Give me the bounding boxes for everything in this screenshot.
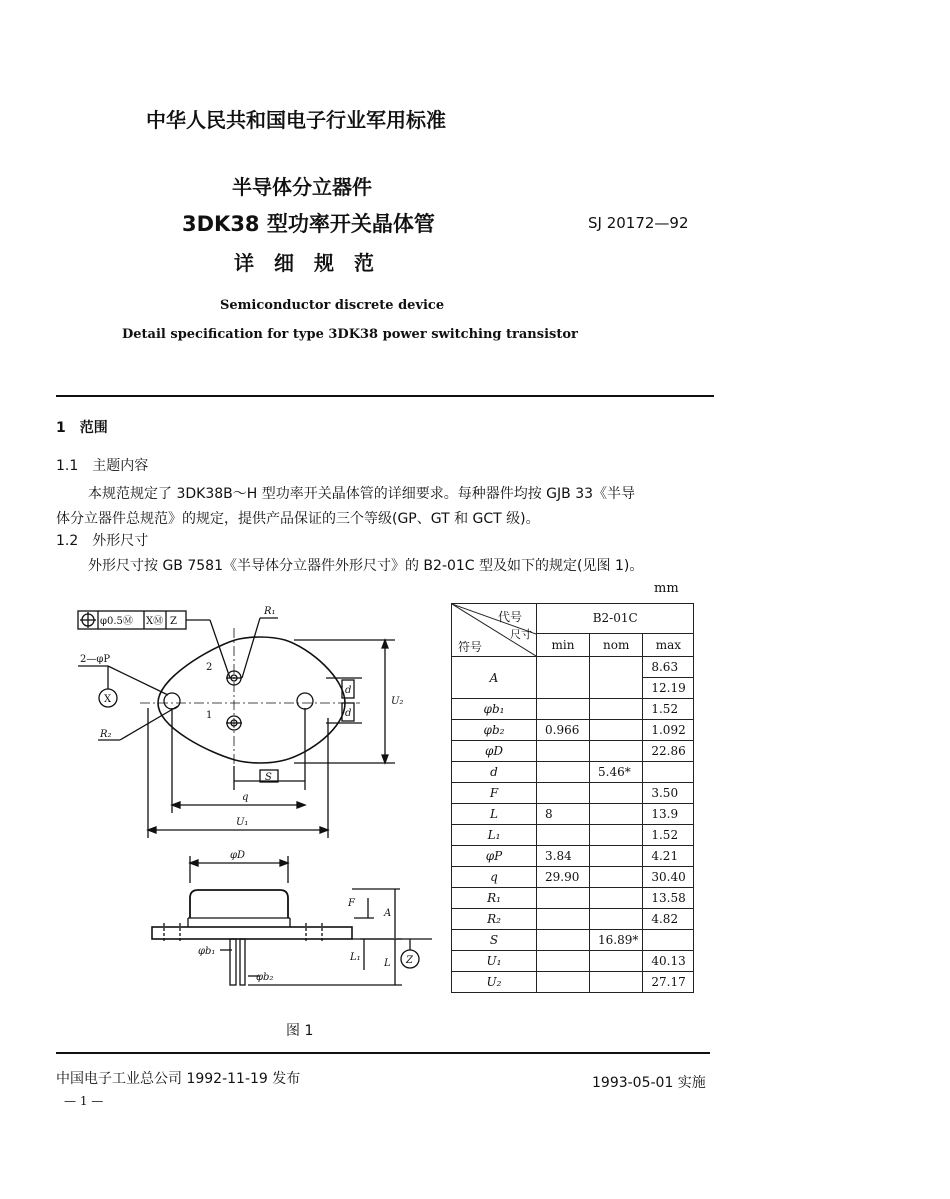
section-1-1-paragraph-line1: 本规范规定了 3DK38B～H 型功率开关晶体管的详细要求。每种器件均按 GJB 33《半导 bbox=[88, 486, 636, 502]
row-symbol: F bbox=[452, 783, 537, 804]
table-row bbox=[452, 657, 694, 678]
row-max: 1.52 bbox=[643, 825, 694, 846]
col-nom-header: nom bbox=[590, 633, 643, 656]
label-u2: U₂ bbox=[391, 696, 404, 707]
label-q: q bbox=[242, 792, 249, 803]
row-max: 1.52 bbox=[643, 699, 694, 720]
label-phi-d: φD bbox=[230, 850, 246, 861]
table-row bbox=[452, 888, 694, 909]
row-min bbox=[537, 909, 590, 930]
row-symbol: q bbox=[452, 867, 537, 888]
section-1-2-paragraph: 外形尺寸按 GB 7581《半导体分立器件外形尺寸》的 B2-01C 型及如下的规定(见图 1)。 bbox=[88, 558, 644, 574]
row-min bbox=[537, 972, 590, 993]
row-max bbox=[643, 930, 694, 951]
row-symbol: φP bbox=[452, 846, 537, 867]
row-min bbox=[537, 951, 590, 972]
row-nom bbox=[590, 804, 643, 825]
row-min bbox=[537, 783, 590, 804]
row-nom bbox=[590, 825, 643, 846]
english-title-line2: Detail specification for type 3DK38 power switching transistor bbox=[122, 327, 578, 342]
row-max: 4.21 bbox=[643, 846, 694, 867]
doc-title-line1: 半导体分立器件 bbox=[232, 175, 372, 199]
row-min bbox=[537, 741, 590, 762]
row-min: 3.84 bbox=[537, 846, 590, 867]
row-max: 30.40 bbox=[643, 867, 694, 888]
row-nom bbox=[590, 741, 643, 762]
label-s: S bbox=[265, 772, 272, 783]
standard-number: SJ 20172—92 bbox=[588, 214, 689, 232]
row-min: 29.90 bbox=[537, 867, 590, 888]
row-min: 8 bbox=[537, 804, 590, 825]
dimension-table bbox=[451, 603, 694, 993]
col-max-header: max bbox=[643, 633, 694, 656]
table-row bbox=[452, 867, 694, 888]
table-row bbox=[452, 951, 694, 972]
table-row bbox=[452, 720, 694, 741]
org-title: 中华人民共和国电子行业军用标准 bbox=[146, 108, 446, 132]
row-nom bbox=[590, 657, 643, 699]
row-symbol: U₂ bbox=[452, 972, 537, 993]
row-max: 1.092 bbox=[643, 720, 694, 741]
tolerance-ref-x: XⓂ bbox=[146, 616, 164, 627]
row-max bbox=[643, 762, 694, 783]
table-row bbox=[452, 699, 694, 720]
page-number: — 1 — bbox=[64, 1094, 104, 1108]
row-max: 3.50 bbox=[643, 783, 694, 804]
table-row bbox=[452, 741, 694, 762]
row-min bbox=[537, 699, 590, 720]
row-nom bbox=[590, 846, 643, 867]
label-phi-b1: φb₁ bbox=[198, 946, 216, 957]
publish-info: 中国电子工业总公司 1992-11-19 发布 bbox=[56, 1071, 301, 1087]
row-min bbox=[537, 657, 590, 699]
table-row bbox=[452, 825, 694, 846]
row-nom: 5.46* bbox=[590, 762, 643, 783]
row-nom bbox=[590, 783, 643, 804]
tolerance-value: φ0.5Ⓜ bbox=[100, 616, 133, 627]
section-1-1-paragraph-line2: 体分立器件总规范》的规定，提供产品保证的三个等级(GP、GT 和 GCT 级)。 bbox=[56, 511, 540, 527]
label-r1: R₁ bbox=[264, 606, 276, 617]
label-pin-1: 1 bbox=[206, 710, 213, 721]
row-max: 13.9 bbox=[643, 804, 694, 825]
label-x: X bbox=[104, 694, 112, 705]
row-symbol: φb₂ bbox=[452, 720, 537, 741]
header-symbol-label: 符号 bbox=[458, 640, 483, 654]
label-d-2: d bbox=[345, 708, 352, 719]
row-min bbox=[537, 762, 590, 783]
row-max: 4.82 bbox=[643, 909, 694, 930]
table-row bbox=[452, 783, 694, 804]
table-row bbox=[452, 909, 694, 930]
row-max: 8.63 bbox=[643, 657, 694, 678]
section-1-2-heading: 1.2 外形尺寸 bbox=[56, 533, 149, 549]
header-size-label: 尺寸 bbox=[510, 628, 532, 641]
row-max: 22.86 bbox=[643, 741, 694, 762]
section-1-heading: 1 范围 bbox=[56, 420, 108, 436]
label-r2: R₂ bbox=[100, 729, 112, 740]
type-header: B2-01C bbox=[537, 604, 694, 634]
col-min-header: min bbox=[537, 633, 590, 656]
label-l1: L₁ bbox=[350, 952, 361, 963]
doc-title-line2: 3DK38 型功率开关晶体管 bbox=[182, 212, 435, 236]
row-symbol: d bbox=[452, 762, 537, 783]
diagonal-header-cell bbox=[452, 604, 537, 657]
header-code-label: 代号 bbox=[498, 610, 523, 624]
label-l: L bbox=[384, 958, 391, 969]
row-nom bbox=[590, 720, 643, 741]
row-min bbox=[537, 825, 590, 846]
row-symbol: L bbox=[452, 804, 537, 825]
label-d-1: d bbox=[345, 685, 352, 696]
row-nom bbox=[590, 972, 643, 993]
row-symbol: R₁ bbox=[452, 888, 537, 909]
figure-caption: 图 1 bbox=[286, 1023, 314, 1039]
outline-drawing bbox=[60, 598, 445, 1018]
row-max: 12.19 bbox=[643, 678, 694, 699]
row-symbol: S bbox=[452, 930, 537, 951]
unit-label: mm bbox=[654, 581, 679, 596]
row-symbol: φD bbox=[452, 741, 537, 762]
row-max: 40.13 bbox=[643, 951, 694, 972]
label-phi-b2: φb₂ bbox=[256, 972, 274, 983]
mounting-hole-right bbox=[297, 693, 313, 709]
row-nom bbox=[590, 951, 643, 972]
effective-date: 1993-05-01 实施 bbox=[592, 1075, 706, 1091]
row-symbol: A bbox=[452, 657, 537, 699]
label-a: A bbox=[384, 908, 392, 919]
row-nom: 16.89* bbox=[590, 930, 643, 951]
header-rule bbox=[56, 395, 714, 397]
row-nom bbox=[590, 909, 643, 930]
outline-side-view bbox=[190, 890, 288, 918]
row-symbol: φb₁ bbox=[452, 699, 537, 720]
table-row bbox=[452, 846, 694, 867]
table-row bbox=[452, 972, 694, 993]
label-pin-2: 2 bbox=[206, 662, 213, 673]
row-symbol: L₁ bbox=[452, 825, 537, 846]
english-title-line1: Semiconductor discrete device bbox=[220, 298, 445, 313]
tolerance-ref-z: Z bbox=[170, 616, 177, 627]
doc-title-line3: 详 细 规 范 bbox=[234, 251, 374, 275]
row-nom bbox=[590, 699, 643, 720]
row-min bbox=[537, 930, 590, 951]
label-f: F bbox=[348, 898, 355, 909]
section-1-1-heading: 1.1 主题内容 bbox=[56, 458, 149, 474]
outline-top-view bbox=[158, 637, 345, 763]
label-z: Z bbox=[406, 955, 413, 966]
row-max: 13.58 bbox=[643, 888, 694, 909]
table-row bbox=[452, 930, 694, 951]
table-row bbox=[452, 762, 694, 783]
row-min: 0.966 bbox=[537, 720, 590, 741]
label-2-phi-p: 2—φP bbox=[80, 654, 111, 665]
label-u1: U₁ bbox=[236, 817, 249, 828]
row-nom bbox=[590, 867, 643, 888]
row-nom bbox=[590, 888, 643, 909]
footer-rule bbox=[56, 1052, 710, 1054]
row-symbol: R₂ bbox=[452, 909, 537, 930]
row-max: 27.17 bbox=[643, 972, 694, 993]
table-row bbox=[452, 804, 694, 825]
row-min bbox=[537, 888, 590, 909]
row-symbol: U₁ bbox=[452, 951, 537, 972]
